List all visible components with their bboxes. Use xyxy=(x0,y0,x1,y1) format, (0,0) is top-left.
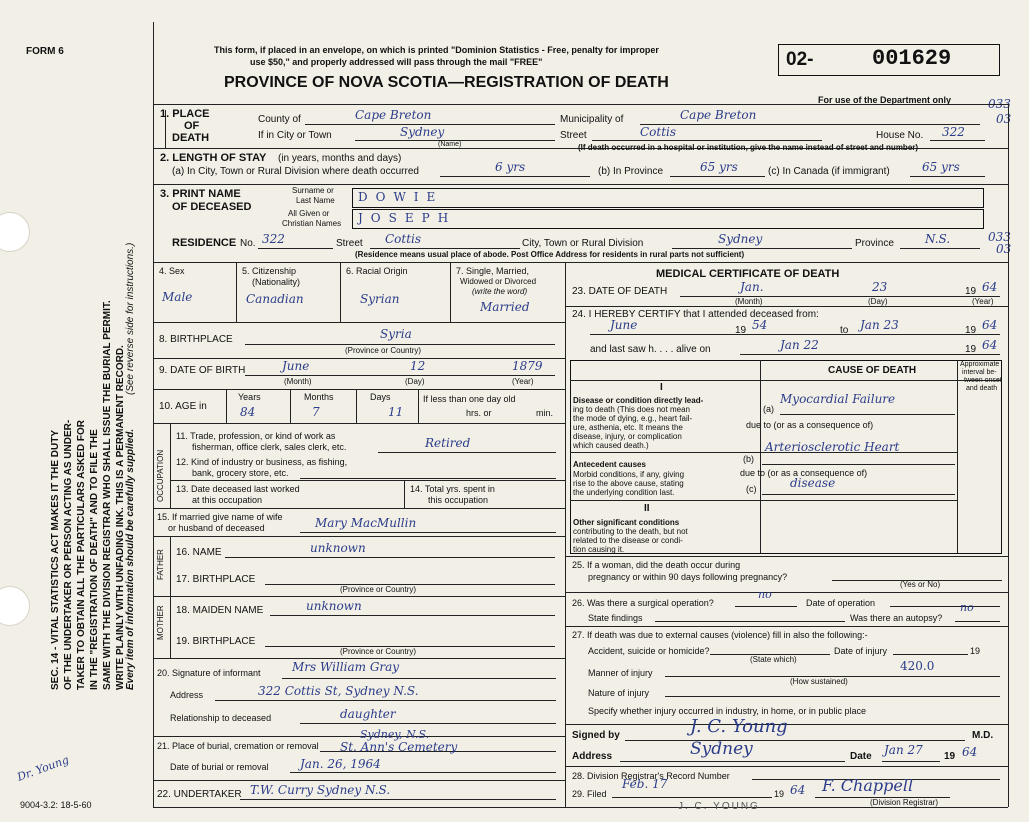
cause-a-label: (a) xyxy=(763,404,774,414)
specify-label: Specify whether injury occurred in industry, in home, or in public place xyxy=(588,706,866,716)
autopsy-value: no xyxy=(960,601,974,614)
signature-address: Sydney xyxy=(690,739,753,759)
dod-day-caption: (Day) xyxy=(868,297,888,306)
age-days-label: Days xyxy=(370,392,391,402)
burial-date: Jan. 26, 1964 xyxy=(300,757,381,771)
informant-address-label: Address xyxy=(170,690,204,700)
mother-maiden-label: 18. MAIDEN NAME xyxy=(176,605,264,616)
antecedent-text-3: rise to the above cause, stating xyxy=(573,479,684,488)
dod-month: Jan. xyxy=(740,280,764,294)
roman-two: II xyxy=(644,503,650,514)
age-label: 10. AGE in xyxy=(159,401,207,412)
manner-label: Manner of injury xyxy=(588,668,653,678)
disease-text-5: disease, injury, or complication xyxy=(573,432,682,441)
dob-day: 12 xyxy=(410,359,426,373)
municipality-value: Cape Breton xyxy=(680,108,757,122)
father-birthplace-caption: (Province or Country) xyxy=(340,585,417,594)
page-title: PROVINCE OF NOVA SCOTIA—REGISTRATION OF DEATH xyxy=(224,74,669,91)
dob-month: June xyxy=(282,359,310,373)
cause-title: CAUSE OF DEATH xyxy=(828,365,917,376)
marital-label-2: Widowed or Divorced xyxy=(460,277,537,286)
total-years-label-1: 14. Total yrs. spent in xyxy=(410,484,495,494)
stay-a-label: (a) In City, Town or Rural Division where death occurred xyxy=(172,166,419,177)
how-sustained-caption: (How sustained) xyxy=(790,677,848,686)
total-years-label-2: this occupation xyxy=(428,495,489,505)
injury-date-prefix: 19 xyxy=(970,646,981,656)
surname-label-1: Surname or xyxy=(292,186,334,195)
trade-label-2: fisherman, office clerk, sales clerk, etc. xyxy=(192,442,347,452)
place-label-1: 1. PLACE xyxy=(160,108,210,120)
father-name: unknown xyxy=(310,541,366,555)
disease-text-4: ure, asthenia, etc. It means the xyxy=(573,423,683,432)
given-value: JOSEPH xyxy=(358,211,457,225)
racial-value: Syrian xyxy=(360,292,400,306)
undertaker-label: 22. UNDERTAKER xyxy=(157,789,242,800)
residence-no: 322 xyxy=(262,232,285,246)
trade-label-1: 11. Trade, profession, or kind of work as xyxy=(176,431,336,441)
female-label-2: pregnancy or within 90 days following pregnancy? xyxy=(588,572,788,582)
stay-a-value: 6 yrs xyxy=(495,160,526,174)
interval-label-3: tween onset xyxy=(964,377,1002,384)
dob-year: 1879 xyxy=(512,359,543,373)
burial-place-label: 21. Place of burial, cremation or removal xyxy=(157,741,319,751)
signature-address-label: Address xyxy=(572,751,613,762)
surname-value: DOWIE xyxy=(358,190,444,204)
record-number-label: 28. Division Registrar's Record Number xyxy=(572,771,730,781)
surgery-value: no xyxy=(758,588,772,601)
surgery-label: 26. Was there a surgical operation? xyxy=(572,598,714,608)
last-saw-label: and last saw h. . . . alive on xyxy=(590,344,711,355)
business-label-1: 12. Kind of industry or business, as fishing, xyxy=(176,457,348,467)
racial-label: 6. Racial Origin xyxy=(346,266,408,276)
name-label-2: OF DECEASED xyxy=(172,201,252,213)
form-code: 9004-3.2: 18-5-60 xyxy=(20,800,92,810)
other-text-2: contributing to the death, but not xyxy=(573,527,688,536)
stay-label: 2. LENGTH OF STAY xyxy=(160,152,267,164)
less-day-min: min. xyxy=(536,408,554,418)
last-saw-year: 64 xyxy=(982,338,998,352)
spouse-label-2: or husband of deceased xyxy=(168,523,265,533)
dod-label: 23. DATE OF DEATH xyxy=(572,286,668,297)
mother-maiden: unknown xyxy=(306,599,362,613)
nature-label: Nature of injury xyxy=(588,688,650,698)
occupation-side-label: OCCUPATION xyxy=(156,449,165,502)
cause-c-label: (c) xyxy=(746,484,757,494)
signature-date-label: Date xyxy=(850,751,872,762)
residence-no-label: No. xyxy=(240,238,256,249)
house-label: House No. xyxy=(876,130,924,141)
father-side-label: FATHER xyxy=(156,549,165,580)
side-instruction-1: SEC. 14 - VITAL STATISTICS ACT MAKES IT THE DUTY xyxy=(50,429,61,690)
residence-street: Cottis xyxy=(385,232,422,246)
punch-hole-top xyxy=(0,212,30,252)
citizenship-label-1: 5. Citizenship xyxy=(242,266,297,276)
county-label: County of xyxy=(258,114,301,125)
father-birthplace-label: 17. BIRTHPLACE xyxy=(176,574,256,585)
form-number: FORM 6 xyxy=(26,46,64,57)
dept-code-1: 033 xyxy=(988,97,1011,111)
findings-label: State findings xyxy=(588,613,643,623)
dob-month-caption: (Month) xyxy=(284,377,312,386)
marital-label-3: (write the word) xyxy=(472,287,528,296)
given-label-2: Christian Names xyxy=(282,219,342,228)
mail-note-2: use $50," and properly addressed will pass through the mail "FREE" xyxy=(250,57,543,67)
undertaker-value: T.W. Curry Sydney N.S. xyxy=(250,783,391,797)
margin-note: Dr. Young xyxy=(15,753,71,784)
city-label: If in City or Town xyxy=(258,130,332,141)
signature-date: Jan 27 xyxy=(884,743,923,757)
city-name-caption: (Name) xyxy=(438,141,462,148)
dob-label: 9. DATE OF BIRTH xyxy=(159,365,246,376)
last-worked-label-2: at this occupation xyxy=(192,495,263,505)
filed-value: Feb. 17 xyxy=(622,777,668,791)
filed-label: 29. Filed xyxy=(572,789,607,799)
stay-b-value: 65 yrs xyxy=(700,160,738,174)
last-saw-value: Jan 22 xyxy=(780,338,819,352)
informant-sig: Mrs William Gray xyxy=(292,660,400,674)
less-day-label: If less than one day old xyxy=(423,394,516,404)
other-text-3: related to the disease or condi- xyxy=(573,536,683,545)
cause-b-value: Arteriosclerotic Heart xyxy=(765,440,900,454)
birthplace-value: Syria xyxy=(380,327,412,341)
birthplace-label: 8. BIRTHPLACE xyxy=(159,334,233,345)
attended-from: June xyxy=(610,318,638,332)
place-label-2: OF xyxy=(184,120,200,132)
spouse-value: Mary MacMullin xyxy=(315,516,417,530)
accident-label: Accident, suicide or homicide? xyxy=(588,646,710,656)
marital-value: Married xyxy=(480,300,530,314)
dept-code-3: 033 xyxy=(988,230,1011,244)
disease-text-6: which caused death.) xyxy=(573,441,649,450)
female-label-1: 25. If a woman, did the death occur during xyxy=(572,560,741,570)
side-instruction-3: TAKER TO OBTAIN ALL THE PARTICULARS ASKED FOR xyxy=(76,420,87,690)
mother-birthplace-label: 19. BIRTHPLACE xyxy=(176,636,256,647)
citizenship-label-2: (Nationality) xyxy=(252,277,301,287)
injury-date-label: Date of injury xyxy=(834,646,888,656)
side-instruction-2: OF THE UNDERTAKER OR PERSON ACTING AS UNDER- xyxy=(63,419,74,690)
age-months: 7 xyxy=(312,405,320,419)
surname-box xyxy=(352,188,984,208)
mother-side-label: MOTHER xyxy=(156,605,165,640)
signed-by-label: Signed by xyxy=(572,730,620,741)
due-to-1: due to (or as a consequence of) xyxy=(746,420,874,430)
municipality-label: Municipality of xyxy=(560,114,624,125)
surname-label-2: Last Name xyxy=(296,196,335,205)
informant-address: 322 Cottis St, Sydney N.S. xyxy=(258,684,419,698)
marital-label-1: 7. Single, Married, xyxy=(456,266,530,276)
mother-birthplace-caption: (Province or Country) xyxy=(340,647,417,656)
registration-prefix: 02- xyxy=(786,49,814,70)
md-label: M.D. xyxy=(972,730,994,741)
last-saw-year-prefix: 19 xyxy=(965,344,977,355)
cause-c-value: disease xyxy=(790,476,836,490)
citizenship-value: Canadian xyxy=(246,292,304,306)
age-years-label: Years xyxy=(238,392,261,402)
residence-province-label: Province xyxy=(855,238,894,249)
dob-day-caption: (Day) xyxy=(405,377,425,386)
street-value: Cottis xyxy=(640,125,677,139)
cause-a-value: Myocardial Failure xyxy=(780,392,896,406)
residence-city: Sydney xyxy=(718,232,763,246)
disease-text-1: Disease or condition directly lead- xyxy=(573,396,704,405)
registration-number: 001629 xyxy=(872,46,952,71)
side-instruction-4: IN THE "REGISTRATION OF DEATH" AND TO FILE THE xyxy=(89,429,100,690)
autopsy-label: Was there an autopsy? xyxy=(850,613,943,623)
stay-c-value: 65 yrs xyxy=(922,160,960,174)
external-stamp: 420.0 xyxy=(900,659,935,673)
side-instruction-6: WRITE PLAINLY WITH UNFADING INK. THIS IS A PERMANENT RECORD. xyxy=(115,345,126,690)
dept-code-4: 03 xyxy=(996,242,1012,256)
relationship-label: Relationship to deceased xyxy=(170,713,272,723)
certify-label: 24. I HEREBY CERTIFY that I attended deceased from: xyxy=(572,309,819,320)
interval-label-1: Approximate xyxy=(960,361,1000,368)
sex-value: Male xyxy=(162,290,193,304)
mail-note-1: This form, if placed in an envelope, on which is printed "Dominion Statistics - Free, penalty for improper xyxy=(214,45,659,55)
relationship-value: daughter xyxy=(340,707,396,721)
operation-date-label: Date of operation xyxy=(806,598,876,608)
county-value: Cape Breton xyxy=(355,108,432,122)
side-instruction-8: (See reverse side for instructions.) xyxy=(125,242,136,395)
burial-place: St. Ann's Cemetery xyxy=(340,740,458,754)
burial-date-label: Date of burial or removal xyxy=(170,762,269,772)
dod-month-caption: (Month) xyxy=(735,297,763,306)
place-label-3: DEATH xyxy=(172,132,210,144)
antecedent-text-2: Morbid conditions, if any, giving xyxy=(573,470,685,479)
last-worked-label-1: 13. Date deceased last worked xyxy=(176,484,300,494)
filed-year-prefix: 19 xyxy=(774,789,785,799)
dept-code-2: 03 xyxy=(996,112,1012,126)
stay-c-label: (c) In Canada (if immigrant) xyxy=(768,166,890,177)
interval-label-2: interval be- xyxy=(962,369,997,376)
from-year-prefix: 19 xyxy=(735,325,747,336)
age-months-label: Months xyxy=(304,392,334,402)
interval-label-4: and death xyxy=(966,385,998,392)
disease-text-3: the mode of dying, e.g., heart fail- xyxy=(573,414,693,423)
trade-value: Retired xyxy=(425,436,471,450)
other-text-4: tion causing it. xyxy=(573,545,625,554)
residence-street-label: Street xyxy=(336,238,363,249)
dod-day: 23 xyxy=(872,280,888,294)
street-label: Street xyxy=(560,130,587,141)
sex-label: 4. Sex xyxy=(159,266,185,276)
side-instruction-5: SAME WITH THE DIVISION REGISTRAR WHO SHALL ISSUE THE BURIAL PERMIT. xyxy=(102,300,113,690)
other-text-1: Other significant conditions xyxy=(573,518,680,527)
filed-year: 64 xyxy=(790,783,806,797)
stay-b-label: (b) In Province xyxy=(598,166,664,177)
city-value: Sydney xyxy=(400,125,445,139)
antecedent-text-4: the underlying condition last. xyxy=(573,488,675,497)
less-day-hrs: hrs. or xyxy=(466,408,492,418)
physician-name-stamp: J. C. YOUNG xyxy=(678,801,760,812)
age-years: 84 xyxy=(240,405,256,419)
due-to-2: due to (or as a consequence of) xyxy=(740,468,868,478)
disease-text-2: ing to death (This does not mean xyxy=(573,405,690,414)
dod-year: 64 xyxy=(982,280,998,294)
father-name-label: 16. NAME xyxy=(176,547,222,558)
hospital-note: (If death occurred in a hospital or institution, give the name instead of street and number) xyxy=(578,143,919,152)
residence-label: RESIDENCE xyxy=(172,237,237,249)
cause-b-label: (b) xyxy=(743,454,754,464)
antecedent-text-1: Antecedent causes xyxy=(573,460,646,469)
residence-province: N.S. xyxy=(925,232,951,246)
dob-year-caption: (Year) xyxy=(512,377,534,386)
registrar-caption: (Division Registrar) xyxy=(870,798,939,807)
signature-year-prefix: 19 xyxy=(944,751,956,762)
from-year: 54 xyxy=(752,318,768,332)
attended-to: Jan 23 xyxy=(860,318,899,332)
medical-title: MEDICAL CERTIFICATE OF DEATH xyxy=(656,268,840,280)
spouse-label-1: 15. If married give name of wife xyxy=(157,512,283,522)
signature-year: 64 xyxy=(962,745,978,759)
punch-hole-bottom xyxy=(0,586,30,626)
roman-one: I xyxy=(660,382,663,393)
department-use-note: For use of the Department only xyxy=(818,95,952,105)
business-label-2: bank, grocery store, etc. xyxy=(192,468,289,478)
dod-year-caption: (Year) xyxy=(972,297,994,306)
to-year-prefix: 19 xyxy=(965,325,977,336)
registrar-signature: F. Chappell xyxy=(822,776,914,795)
female-caption: (Yes or No) xyxy=(900,580,941,589)
dod-year-prefix: 19 xyxy=(965,286,977,297)
name-label-1: 3. PRINT NAME xyxy=(160,188,241,200)
birthplace-caption: (Province or Country) xyxy=(345,346,422,355)
burial-place-line1: Sydney, N.S. xyxy=(360,728,430,741)
age-days: 11 xyxy=(388,405,404,419)
side-instruction-7: Every item of information should be carefully supplied. xyxy=(125,428,136,690)
residence-city-label: City, Town or Rural Division xyxy=(522,238,644,249)
state-which-caption: (State which) xyxy=(750,655,797,664)
given-label-1: All Given or xyxy=(288,209,330,218)
house-value: 322 xyxy=(942,125,965,139)
residence-note: (Residence means usual place of abode. Post Office Address for residents in rural parts not sufficient) xyxy=(355,250,745,259)
stay-sub: (in years, months and days) xyxy=(278,153,402,164)
to-year: 64 xyxy=(982,318,998,332)
signed-by-value: J. C. Young xyxy=(690,716,788,737)
informant-sig-label: 20. Signature of informant xyxy=(157,668,261,678)
external-label: 27. If death was due to external causes (violence) fill in also the following:- xyxy=(572,630,868,640)
to-label: to xyxy=(840,325,849,336)
